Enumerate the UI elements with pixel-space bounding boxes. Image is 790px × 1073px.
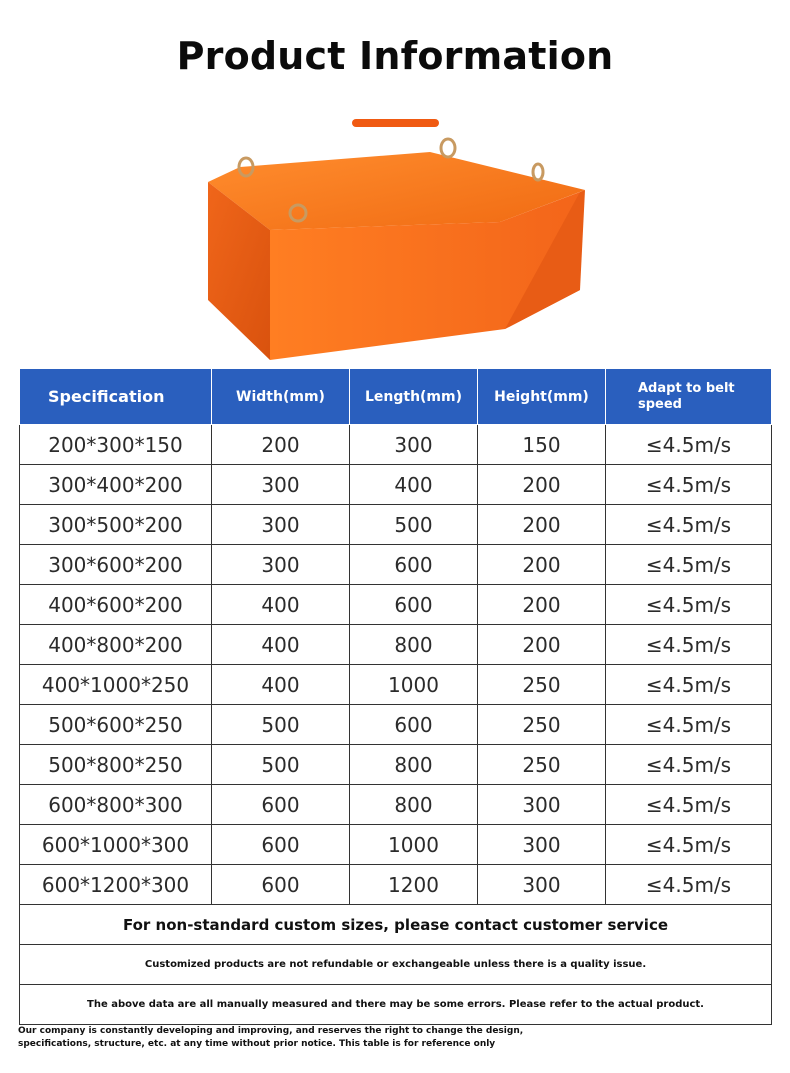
table-row — [20, 665, 772, 705]
column-header-length: Length(mm) — [350, 369, 478, 425]
refund-note: Customized products are not refundable or exchangeable unless there is a quality issue. — [20, 945, 772, 985]
cell-width: 600 — [212, 865, 350, 905]
cell-specification: 400*1000*250 — [20, 665, 212, 705]
table-row — [20, 785, 772, 825]
cell-belt-speed: ≤4.5m/s — [606, 465, 772, 505]
refund-note-row — [20, 945, 772, 985]
cell-length: 500 — [350, 505, 478, 545]
cell-belt-speed: ≤4.5m/s — [606, 545, 772, 585]
product-image — [190, 112, 610, 367]
cell-specification: 400*600*200 — [20, 585, 212, 625]
disclaimer-footer: Our company is constantly developing and improving, and reserves the right to change the design, specifications, structure, etc. at any time without prior notice. This table is for reference only — [18, 1026, 524, 1049]
cell-length: 600 — [350, 545, 478, 585]
cell-length: 300 — [350, 425, 478, 465]
cell-specification: 600*1200*300 — [20, 865, 212, 905]
cell-length: 1000 — [350, 825, 478, 865]
cell-width: 400 — [212, 585, 350, 625]
table-row — [20, 705, 772, 745]
cell-specification: 200*300*150 — [20, 425, 212, 465]
cell-length: 1000 — [350, 665, 478, 705]
cell-height: 200 — [478, 625, 606, 665]
cell-belt-speed: ≤4.5m/s — [606, 745, 772, 785]
cell-height: 150 — [478, 425, 606, 465]
column-header-specification: Specification — [20, 369, 212, 425]
cell-length: 600 — [350, 705, 478, 745]
page-title: Product Information — [176, 34, 614, 78]
table-row — [20, 505, 772, 545]
cell-width: 300 — [212, 545, 350, 585]
table-header-row — [20, 369, 772, 425]
cell-length: 800 — [350, 785, 478, 825]
cell-width: 500 — [212, 705, 350, 745]
cell-specification: 300*500*200 — [20, 505, 212, 545]
table-row — [20, 625, 772, 665]
cell-height: 300 — [478, 865, 606, 905]
table-row — [20, 465, 772, 505]
table-row — [20, 585, 772, 625]
table-row — [20, 865, 772, 905]
cell-height: 250 — [478, 705, 606, 745]
cell-belt-speed: ≤4.5m/s — [606, 705, 772, 745]
cell-specification: 300*600*200 — [20, 545, 212, 585]
custom-size-note: For non-standard custom sizes, please contact customer service — [20, 905, 772, 945]
column-header-height: Height(mm) — [478, 369, 606, 425]
cell-width: 600 — [212, 825, 350, 865]
custom-size-note-row — [20, 905, 772, 945]
cell-height: 250 — [478, 665, 606, 705]
cell-length: 600 — [350, 585, 478, 625]
column-header-width: Width(mm) — [212, 369, 350, 425]
cell-belt-speed: ≤4.5m/s — [606, 665, 772, 705]
table-row — [20, 425, 772, 465]
cell-length: 800 — [350, 625, 478, 665]
cell-belt-speed: ≤4.5m/s — [606, 505, 772, 545]
table-row — [20, 825, 772, 865]
specification-table — [19, 368, 772, 1025]
column-header-belt-speed: Adapt to belt speed — [606, 369, 772, 425]
cell-width: 600 — [212, 785, 350, 825]
cell-belt-speed: ≤4.5m/s — [606, 625, 772, 665]
cell-belt-speed: ≤4.5m/s — [606, 825, 772, 865]
cell-specification: 600*800*300 — [20, 785, 212, 825]
cell-width: 200 — [212, 425, 350, 465]
cell-length: 1200 — [350, 865, 478, 905]
cell-height: 200 — [478, 465, 606, 505]
cell-width: 400 — [212, 625, 350, 665]
cell-width: 300 — [212, 505, 350, 545]
cell-belt-speed: ≤4.5m/s — [606, 425, 772, 465]
cell-width: 500 — [212, 745, 350, 785]
cell-height: 300 — [478, 825, 606, 865]
cell-specification: 300*400*200 — [20, 465, 212, 505]
cell-specification: 500*800*250 — [20, 745, 212, 785]
cell-height: 200 — [478, 545, 606, 585]
cell-specification: 500*600*250 — [20, 705, 212, 745]
table-row — [20, 745, 772, 785]
cell-belt-speed: ≤4.5m/s — [606, 865, 772, 905]
cell-width: 400 — [212, 665, 350, 705]
cell-height: 200 — [478, 585, 606, 625]
cell-specification: 600*1000*300 — [20, 825, 212, 865]
cell-height: 250 — [478, 745, 606, 785]
cell-length: 800 — [350, 745, 478, 785]
cell-width: 300 — [212, 465, 350, 505]
cell-specification: 400*800*200 — [20, 625, 212, 665]
measurement-note-row — [20, 985, 772, 1025]
cell-belt-speed: ≤4.5m/s — [606, 785, 772, 825]
cell-length: 400 — [350, 465, 478, 505]
cell-height: 300 — [478, 785, 606, 825]
table-row — [20, 545, 772, 585]
cell-height: 200 — [478, 505, 606, 545]
cell-belt-speed: ≤4.5m/s — [606, 585, 772, 625]
measurement-note: The above data are all manually measured and there may be some errors. Please refer to the actual product. — [20, 985, 772, 1025]
